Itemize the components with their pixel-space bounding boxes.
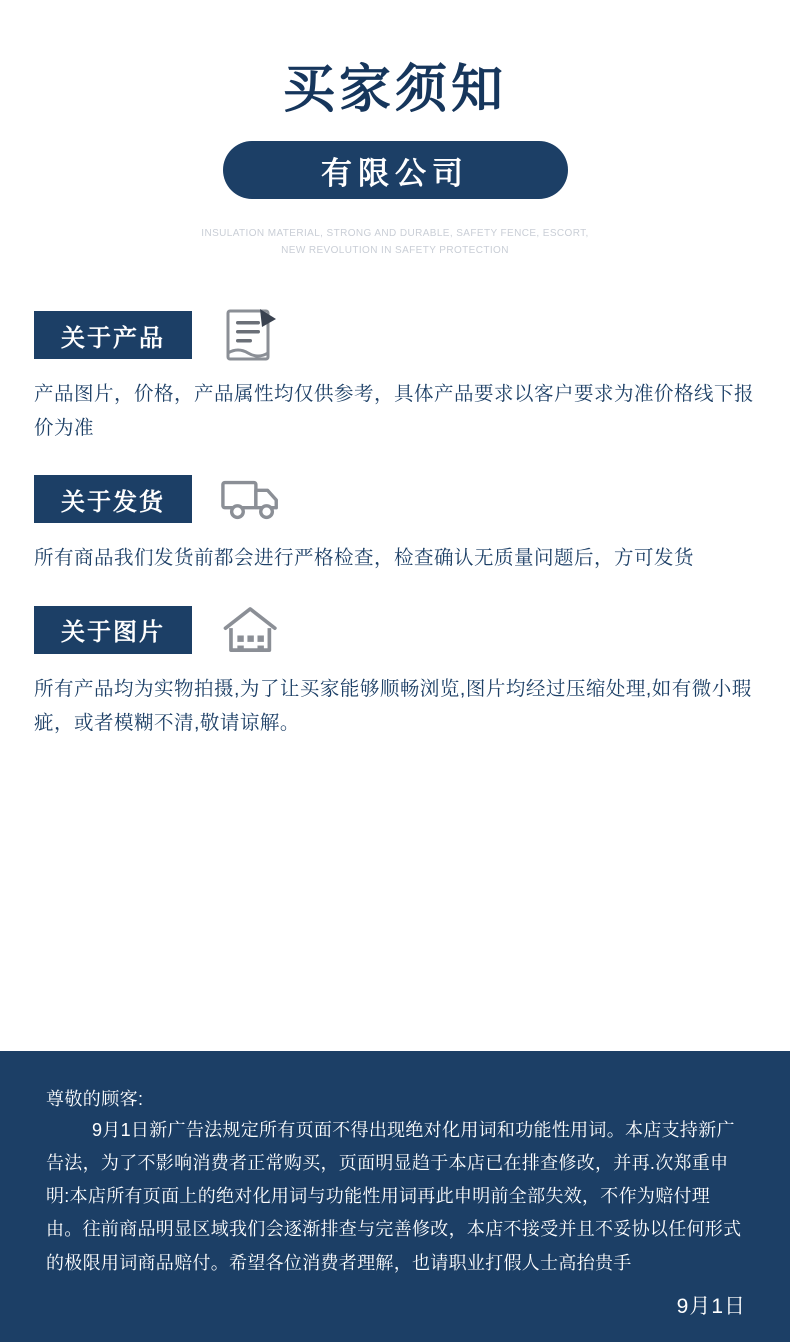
section-images-body: 所有产品均为实物拍摄,为了让买家能够顺畅浏览,图片均经过压缩处理,如有微小瑕疵，或者模糊不清,敬请谅解。	[34, 677, 752, 734]
notice-sections	[0, 311, 790, 740]
section-product-tag: 关于产品	[34, 311, 192, 359]
company-badge-label: 有限公司	[321, 155, 469, 191]
footer-greeting: 尊敬的顾客:	[46, 1088, 144, 1109]
truck-icon	[220, 471, 284, 527]
house-icon	[220, 602, 284, 658]
section-images-tag: 关于图片	[34, 606, 192, 654]
page-title: 买家须知	[282, 61, 507, 119]
section-shipping	[34, 475, 756, 575]
english-tagline-line1: INSULATION MATERIAL, STRONG AND DURABLE, SAFETY FENCE, ESCORT,	[201, 228, 589, 240]
footer-body: 9月1日新广告法规定所有页面不得出现绝对化用词和功能性用词。本店支持新广告法，为了不影响消费者正常购买，页面明显趋于本店已在排查修改，并再.次郑重申明:本店所有页面上的绝对化用词与功能性用词再此申明前全部失效，不作为赔付理由。往前商品明显区域我们会逐渐排查与完善修改，本店不接受并且不妥协以任何形式的极限用词商品赔付。希望各位消费者理解，也请职业打假人士高抬贵手	[46, 1119, 742, 1273]
page-header	[0, 0, 790, 259]
section-product-head	[34, 311, 756, 359]
section-shipping-tag: 关于发货	[34, 475, 192, 523]
document-icon	[220, 307, 284, 363]
company-badge	[223, 141, 568, 199]
english-tagline-line2: NEW REVOLUTION IN SAFETY PROTECTION	[281, 245, 509, 257]
section-images	[34, 606, 756, 740]
section-shipping-body: 所有商品我们发货前都会进行严格检查，检查确认无质量问题后，方可发货	[34, 547, 695, 570]
english-tagline	[180, 225, 610, 259]
footer-notice	[0, 1051, 790, 1342]
footer-date: 9月1日	[676, 1295, 746, 1318]
section-shipping-head	[34, 475, 756, 523]
section-images-head	[34, 606, 756, 654]
section-product	[34, 311, 756, 445]
section-product-body: 产品图片，价格，产品属性均仅供参考，具体产品要求以客户要求为准价格线下报价为准	[34, 383, 755, 440]
